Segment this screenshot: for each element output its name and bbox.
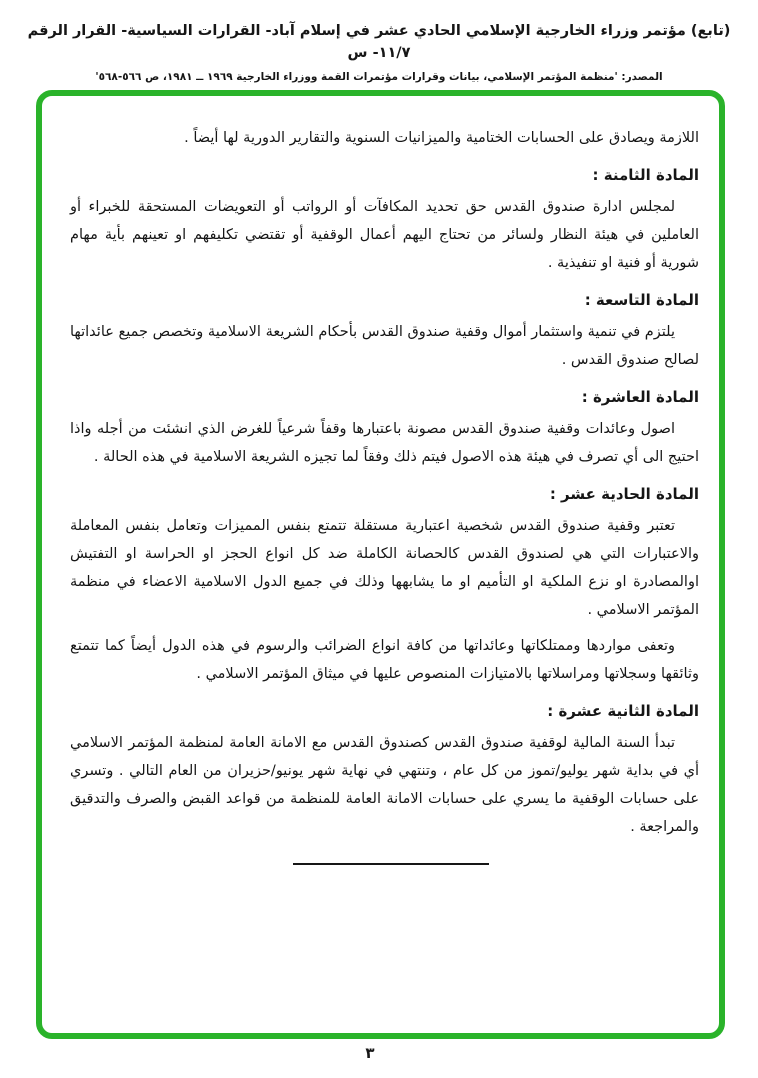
header-source: المصدر: 'منظمة المؤتمر الإسلامي، بيانات وقرارات مؤتمرات القمة ووزراء الخارجية ١٩٦٩ ــ ١٩٨١، ص ٥٦٦-٥٦٨' [95,71,663,83]
continuation-paragraph: اللازمة ويصادق على الحسابات الختامية والميزانيات السنوية والتقارير الدورية لها أيضاً . [184,130,699,146]
document-frame [36,90,725,1039]
article-9-paragraph: يلتزم في تنمية واستثمار أموال وقفية صندوق القدس بأحكام الشريعة الاسلامية وتخصص جميع عائداتها لصالح صندوق القدس . [70,324,699,368]
article-10-paragraph: اصول وعائدات وقفية صندوق القدس مصونة باعتبارها وقفاً شرعياً للغرض الذي انشئت من أجله واذا احتيج الى أي تصرف في هيئة هذه الاصول فيتم ذلك وفقاً لما تجيزه الشريعة الاسلامية في هذه الحالة . [70,421,699,465]
page-number: ٣ [365,1044,375,1062]
header-caption: (تابع) مؤتمر وزراء الخارجية الإسلامي الحادي عشر في إسلام آباد- القرارات السياسية- القرار الرقم ١١/٧- س [27,23,731,61]
article-11-paragraph-1: تعتبر وقفية صندوق القدس شخصية اعتبارية مستقلة تتمتع بنفس المميزات وتعامل بنفس المعاملة والاعتبارات التي هي لصندوق القدس كالحصانة الكاملة ضد كل انواع الحجز او الحراسة او التفتيش اوالمصادرة او نزع الملكية او التأميم او ما يشابهها وذلك في جميع الدول الاسلامية الاعضاء في منظمة المؤتمر الاسلامي . [70,518,699,618]
article-9-heading: المادة التاسعة : [584,291,699,309]
article-12-heading: المادة الثانية عشرة : [547,702,699,720]
article-8-heading: المادة الثامنة : [592,166,699,184]
article-12-paragraph: تبدأ السنة المالية لوقفية صندوق القدس كصندوق القدس مع الامانة العامة لمنظمة المؤتمر الاسلامي أي في بداية شهر يوليو/تموز من كل عام ، وتنتهي في نهاية شهر يونيو/حزيران من العام التالي . وتسري على حسابات الوقفية ما يسري على حسابات الامانة العامة للمنظمة من قواعد القبض والصرف والتدقيق والمراجعة . [70,735,699,835]
article-11-heading: المادة الحادية عشر : [549,485,699,503]
page-header [0,20,758,85]
article-10-heading: المادة العاشرة : [581,388,699,406]
section-divider [293,863,489,865]
article-11-paragraph-2: وتعفى مواردها وممتلكاتها وعائداتها من كافة انواع الضرائب والرسوم في هذه الدول أيضاً كما تتمتع وثائقها وسجلاتها ومراسلاتها بالامتيازات المنصوص عليها في ميثاق المؤتمر الاسلامي . [70,638,699,682]
document-body [70,124,699,865]
article-8-paragraph: لمجلس ادارة صندوق القدس حق تحديد المكافآت أو الرواتب أو التعويضات المستحقة للخبراء أو العاملين في هيئة النظار ولسائر من تحتاج اليهم أعمال الوقفية أو تقتضي تكليفهم او تعينهم بأية مهام شورية أو فنية او تنفيذية . [70,199,699,271]
